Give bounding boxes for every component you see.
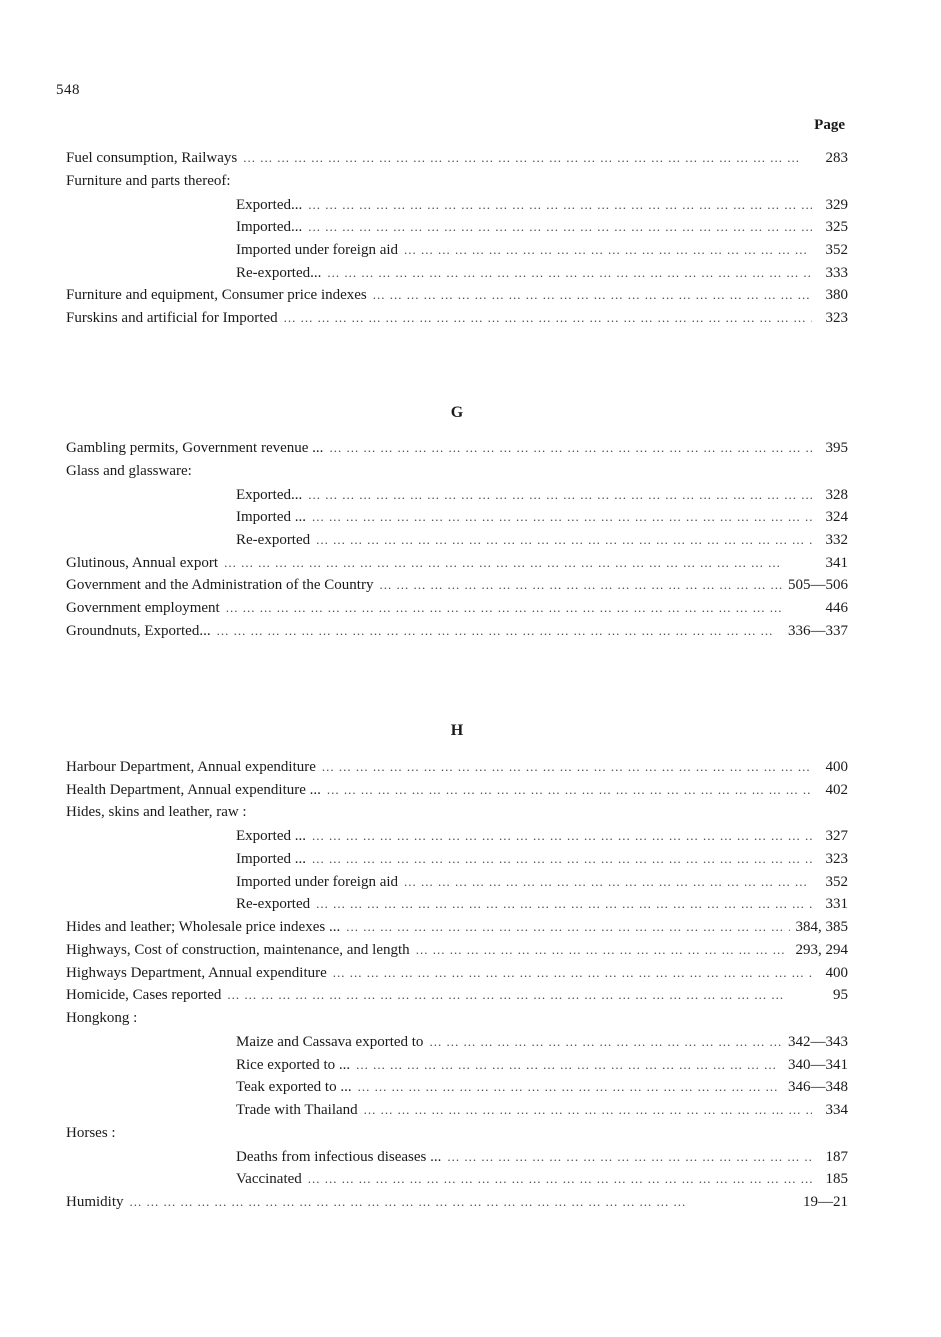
dot-leader	[327, 262, 812, 284]
index-entry-main	[66, 939, 848, 962]
index-entry-label: Government and the Administration of the Country	[66, 577, 374, 594]
dot-leader	[130, 1191, 797, 1213]
index-entry-page: 505—506	[788, 577, 848, 594]
index-entry-main	[66, 620, 848, 643]
dot-leader	[308, 216, 812, 238]
index-entry-label: Health Department, Annual expenditure ...	[66, 781, 321, 798]
index-entry-label: Imported...	[236, 219, 303, 236]
index-entry-label: Harbour Department, Annual expenditure	[66, 759, 316, 775]
index-entry-label: Glass and glassware:	[66, 462, 192, 479]
dot-leader	[346, 916, 789, 938]
index-entry-page: 342—343	[788, 1033, 848, 1050]
index-entry-page: 187	[825, 1148, 848, 1165]
index-entry-main	[66, 284, 848, 307]
dot-leader	[429, 1031, 782, 1053]
index-entry-label: Imported under foreign aid	[236, 873, 399, 890]
index-entry-page: 329	[825, 196, 848, 213]
dot-leader	[379, 574, 782, 596]
index-entry-page: 328	[825, 486, 848, 503]
section-g-entries	[66, 437, 848, 643]
index-entry-page: 323	[825, 851, 848, 868]
index-entry-main	[66, 916, 848, 939]
index-entry-label: Groundnuts, Exported...	[66, 622, 211, 639]
section-letter-h: H	[450, 722, 464, 739]
index-entry-page: 341	[825, 554, 848, 571]
dot-leader	[316, 893, 812, 915]
index-entry-heading	[66, 1122, 848, 1146]
index-entry-page: 346—348	[788, 1079, 848, 1096]
index-entry-page: 395	[825, 440, 848, 456]
dot-leader	[333, 962, 812, 984]
dot-leader	[373, 284, 812, 306]
index-entry-heading	[66, 170, 848, 194]
index-entry-sub	[66, 529, 848, 552]
index-entry-page: 333	[825, 264, 848, 281]
dot-leader	[322, 756, 812, 778]
dot-leader	[358, 1076, 782, 1098]
index-entry-heading	[66, 460, 848, 484]
index-entry-label: Imported ...	[236, 509, 306, 526]
index-entry-label: Deaths from infectious diseases ...	[236, 1148, 442, 1165]
index-entry-label: Horses :	[66, 1124, 116, 1141]
index-entry-label: Exported...	[236, 196, 303, 213]
dot-leader	[224, 552, 812, 574]
dot-leader	[364, 1099, 812, 1121]
index-entry-page: 293, 294	[795, 941, 848, 958]
index-entry-label: Humidity	[66, 1194, 124, 1210]
index-entry-label: Hides and leather; Wholesale price indexes ...	[66, 919, 341, 936]
index-entry-label: Teak exported to ...	[236, 1079, 352, 1096]
index-entry-label: Government employment	[66, 600, 220, 617]
index-entry-label: Vaccinated	[236, 1171, 302, 1188]
index-entry-page: 323	[825, 310, 848, 327]
index-entry-main	[66, 147, 848, 170]
index-entry-page: 352	[825, 242, 848, 259]
page-number: 548	[56, 82, 80, 98]
index-entry-label: Exported...	[236, 486, 303, 503]
index-entry-page: 325	[825, 219, 848, 236]
index-entry-label: Glutinous, Annual export	[66, 554, 219, 571]
dot-leader	[327, 779, 812, 801]
index-entry-label: Rice exported to ...	[236, 1056, 351, 1073]
section-f	[66, 147, 848, 330]
index-entry-label: Homicide, Cases reported	[66, 987, 222, 1004]
index-entry-page: 327	[825, 828, 848, 845]
index-entry-page: 95	[833, 987, 848, 1004]
index-entry-sub	[66, 484, 848, 507]
index-entry-heading	[66, 1007, 848, 1031]
index-entry-page: 384, 385	[795, 919, 848, 936]
index-entry-page: 446	[825, 600, 848, 617]
index-entry-label: Furniture and parts thereof:	[66, 172, 231, 189]
index-entry-main	[66, 307, 848, 330]
index-entry-main	[66, 597, 848, 620]
index-entry-main	[66, 779, 848, 802]
index-entry-sub	[66, 194, 848, 217]
index-entry-main	[66, 574, 848, 597]
index-entry-label: Maize and Cassava exported to	[236, 1033, 424, 1050]
dot-leader	[308, 1168, 812, 1190]
index-entry-sub	[66, 1054, 848, 1077]
index-entry-main	[66, 1191, 848, 1214]
dot-leader	[416, 939, 790, 961]
index-entry-sub	[66, 216, 848, 239]
index-entry-label: Fuel consumption, Railways	[66, 150, 238, 166]
index-entry-label: Re-exported	[236, 532, 311, 549]
dot-leader	[284, 307, 812, 329]
index-entry-sub	[66, 1031, 848, 1054]
index-entry-page: 400	[825, 759, 848, 775]
dot-leader	[312, 825, 812, 847]
index-entry-main	[66, 962, 848, 985]
index-entry-main	[66, 756, 848, 779]
index-entry-page: 331	[825, 896, 848, 913]
index-entry-sub	[66, 1076, 848, 1099]
index-entry-label: Exported ...	[236, 828, 306, 845]
index-entry-label: Gambling permits, Government revenue ...	[66, 440, 324, 456]
index-entry-page: 283	[825, 150, 848, 166]
index-entry-label: Highways Department, Annual expenditure	[66, 964, 327, 981]
dot-leader	[447, 1146, 812, 1168]
dot-leader	[316, 529, 812, 551]
index-entry-label: Hides, skins and leather, raw :	[66, 804, 247, 821]
index-entry-sub	[66, 506, 848, 529]
section-letter-g: G	[450, 404, 464, 421]
index-entry-sub	[66, 1168, 848, 1191]
index-entry-page: 380	[825, 287, 848, 304]
index-entry-label: Highways, Cost of construction, maintenance, and length	[66, 941, 410, 958]
dot-leader	[226, 597, 812, 619]
section-h-entries	[66, 756, 848, 1214]
index-entry-label: Re-exported...	[236, 264, 322, 281]
index-entry-page: 332	[825, 532, 848, 549]
dot-leader	[217, 620, 782, 642]
dot-leader	[404, 239, 812, 261]
index-entry-heading	[66, 801, 848, 825]
dot-leader	[227, 984, 812, 1006]
index-entry-sub	[66, 1146, 848, 1169]
index-entry-main	[66, 984, 848, 1007]
index-entry-main	[66, 437, 848, 460]
dot-leader	[356, 1054, 782, 1076]
index-entry-label: Hongkong :	[66, 1009, 138, 1026]
dot-leader	[243, 147, 812, 169]
page-column-header: Page	[814, 117, 845, 133]
dot-leader	[308, 194, 812, 216]
index-entry-sub	[66, 893, 848, 916]
dot-leader	[329, 437, 812, 459]
index-entry-page: 185	[825, 1171, 848, 1188]
index-entry-sub	[66, 871, 848, 894]
index-entry-label: Imported ...	[236, 851, 306, 868]
index-entry-page: 352	[825, 873, 848, 890]
index-entry-label: Furskins and artificial for Imported	[66, 310, 278, 327]
index-entry-label: Trade with Thailand	[236, 1101, 358, 1118]
index-entry-label: Re-exported	[236, 896, 311, 913]
dot-leader	[312, 506, 812, 528]
index-entry-label: Furniture and equipment, Consumer price indexes	[66, 287, 367, 304]
index-entry-sub	[66, 1099, 848, 1122]
index-entry-sub	[66, 239, 848, 262]
dot-leader	[312, 848, 812, 870]
dot-leader	[308, 484, 812, 506]
index-entry-main	[66, 552, 848, 575]
index-entry-page: 400	[825, 964, 848, 981]
dot-leader	[404, 871, 812, 893]
index-entry-sub	[66, 262, 848, 285]
index-entry-page: 402	[825, 781, 848, 798]
index-entry-sub	[66, 848, 848, 871]
index-entry-page: 19—21	[803, 1194, 848, 1210]
index-entry-page: 336—337	[788, 622, 848, 639]
index-entry-page: 324	[825, 509, 848, 526]
index-entry-label: Imported under foreign aid	[236, 242, 399, 259]
index-entry-page: 334	[825, 1101, 848, 1118]
index-entry-sub	[66, 825, 848, 848]
index-entry-page: 340—341	[788, 1056, 848, 1073]
